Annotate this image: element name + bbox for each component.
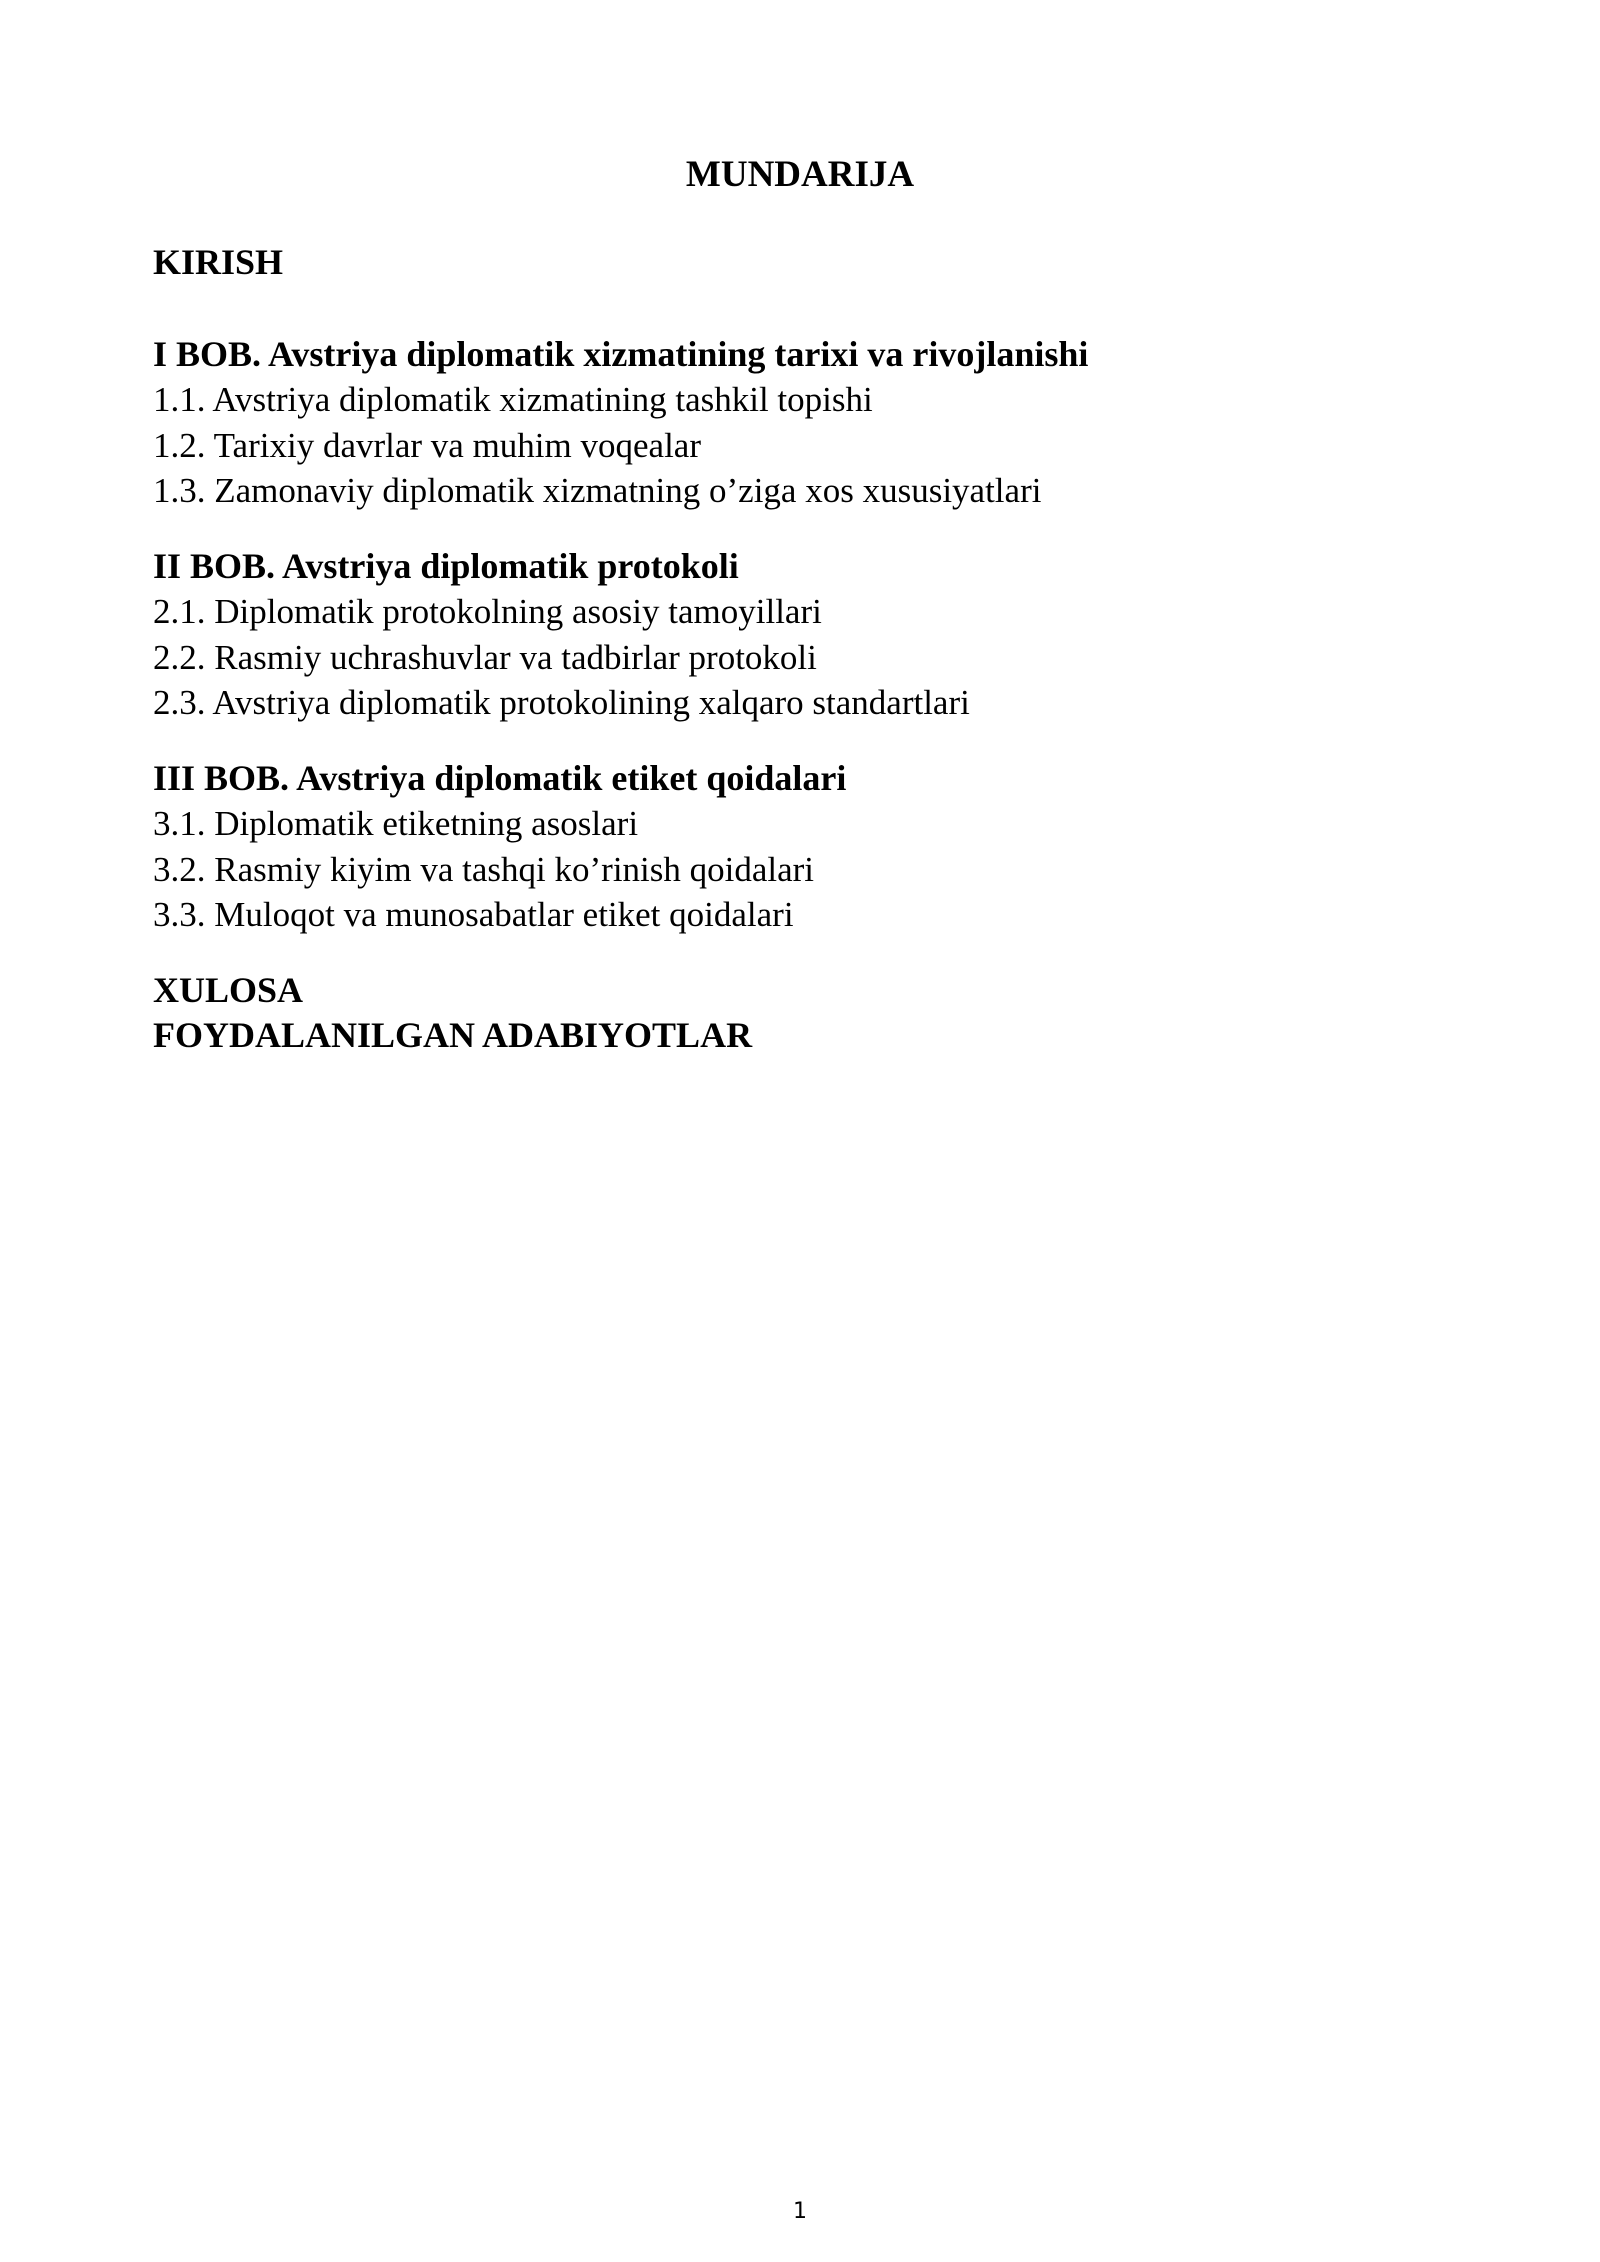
toc-chapter-heading: II BOB. Avstriya diplomatik protokoli <box>153 545 739 586</box>
toc-chapter-2 <box>153 544 1453 726</box>
toc-item: 3.1. Diplomatik etiketning asoslari <box>153 804 639 843</box>
page-number: 1 <box>793 2199 807 2224</box>
spacer <box>153 286 1453 332</box>
toc-item: 1.3. Zamonaviy diplomatik xizmatning o’ziga xos xususiyatlari <box>153 471 1042 510</box>
toc-heading-references: FOYDALANILGAN ADABIYOTLAR <box>153 1015 753 1055</box>
toc-heading-introduction: KIRISH <box>153 242 284 282</box>
toc-chapter-heading: I BOB. Avstriya diplomatik xizmatining tarixi va rivojlanishi <box>153 333 1089 374</box>
spacer <box>153 726 1453 756</box>
toc-chapter-heading: III BOB. Avstriya diplomatik etiket qoidalari <box>153 757 847 798</box>
toc-chapter-1 <box>153 332 1453 514</box>
table-of-contents <box>153 240 1453 1059</box>
toc-heading-conclusion: XULOSA <box>153 969 304 1010</box>
toc-item: 2.1. Diplomatik protokolning asosiy tamoyillari <box>153 592 822 631</box>
toc-item: 2.3. Avstriya diplomatik protokolining xalqaro standartlari <box>153 683 970 722</box>
toc-item: 2.2. Rasmiy uchrashuvlar va tadbirlar protokoli <box>153 637 817 677</box>
page-title: MUNDARIJA <box>685 154 915 195</box>
toc-item: 3.3. Muloqot va munosabatlar etiket qoidalari <box>153 895 794 934</box>
spacer <box>153 514 1453 544</box>
spacer <box>153 938 1453 968</box>
toc-chapter-3 <box>153 756 1453 938</box>
toc-item: 1.1. Avstriya diplomatik xizmatining tashkil topishi <box>153 380 873 419</box>
toc-item: 3.2. Rasmiy kiyim va tashqi ko’rinish qoidalari <box>153 849 815 889</box>
toc-item: 1.2. Tarixiy davrlar va muhim voqealar <box>153 425 701 465</box>
